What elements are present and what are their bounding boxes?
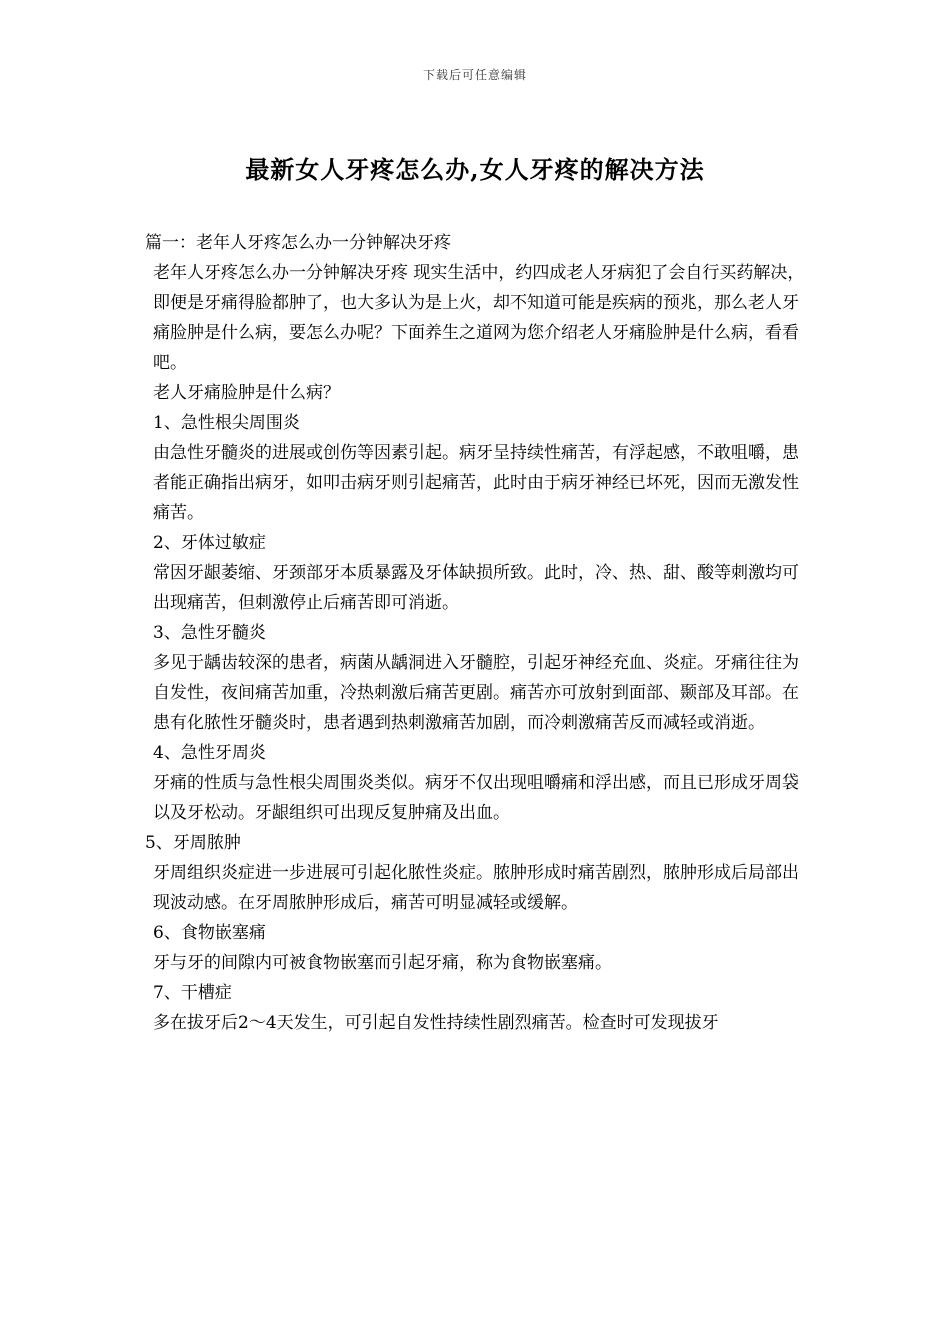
list-heading: 5、牙周脓肿	[145, 833, 241, 853]
paragraph: 牙与牙的间隙内可被食物嵌塞而引起牙痛，称为食物嵌塞痛。	[153, 953, 612, 973]
list-heading: 4、急性牙周炎	[153, 743, 266, 763]
header-note: 下载后可任意编辑	[422, 68, 527, 82]
list-heading: 7、干槽症	[153, 983, 232, 1003]
paragraph: 多在拔牙后2～4天发生，可引起自发性持续性剧烈痛苦。检查时可发现拔牙	[153, 1013, 719, 1033]
paragraph: 牙痛的性质与急性根尖周围炎类似。病牙不仅出现咀嚼痛和浮出感，而且已形成牙周袋以及牙松动。牙龈组织可出现反复肿痛及出血。	[153, 773, 799, 823]
list-heading: 1、急性根尖周围炎	[153, 413, 300, 433]
section-heading: 篇一：老年人牙疼怎么办一分钟解决牙疼	[145, 233, 451, 253]
document-body	[145, 228, 810, 1038]
list-heading: 6、食物嵌塞痛	[153, 923, 266, 943]
paragraph: 由急性牙髓炎的进展或创伤等因素引起。病牙呈持续性痛苦，有浮起感，不敢咀嚼，患者能正确指出病牙，如叩击病牙则引起痛苦，此时由于病牙神经已坏死，因而无激发性痛苦。	[153, 443, 799, 523]
paragraph: 老年人牙疼怎么办一分钟解决牙疼 现实生活中，约四成老人牙病犯了会自行买药解决，即便是牙痛得脸都肿了，也大多认为是上火，却不知道可能是疾病的预兆，那么老人牙痛脸肿是什么病，要怎么办呢？下面养生之道网为您介绍老人牙痛脸肿是什么病，看看吧。	[153, 263, 805, 373]
paragraph: 常因牙龈萎缩、牙颈部牙本质暴露及牙体缺损所致。此时，冷、热、甜、酸等刺激均可出现痛苦，但刺激停止后痛苦即可消逝。	[153, 563, 799, 613]
list-heading: 3、急性牙髓炎	[153, 623, 266, 643]
paragraph: 多见于龋齿较深的患者，病菌从龋洞进入牙髓腔，引起牙神经充血、炎症。牙痛往往为自发性，夜间痛苦加重，冷热刺激后痛苦更剧。痛苦亦可放射到面部、颞部及耳部。在患有化脓性牙髓炎时，患者遇到热刺激痛苦加剧，而冷刺激痛苦反而减轻或消逝。	[153, 653, 799, 733]
list-heading: 2、牙体过敏症	[153, 533, 266, 553]
subheading: 老人牙痛脸肿是什么病？	[153, 383, 340, 403]
paragraph: 牙周组织炎症进一步进展可引起化脓性炎症。脓肿形成时痛苦剧烈，脓肿形成后局部出现波动感。在牙周脓肿形成后，痛苦可明显减轻或缓解。	[153, 863, 799, 913]
document-title: 最新女人牙疼怎么办,女人牙疼的解决方法	[245, 155, 705, 184]
